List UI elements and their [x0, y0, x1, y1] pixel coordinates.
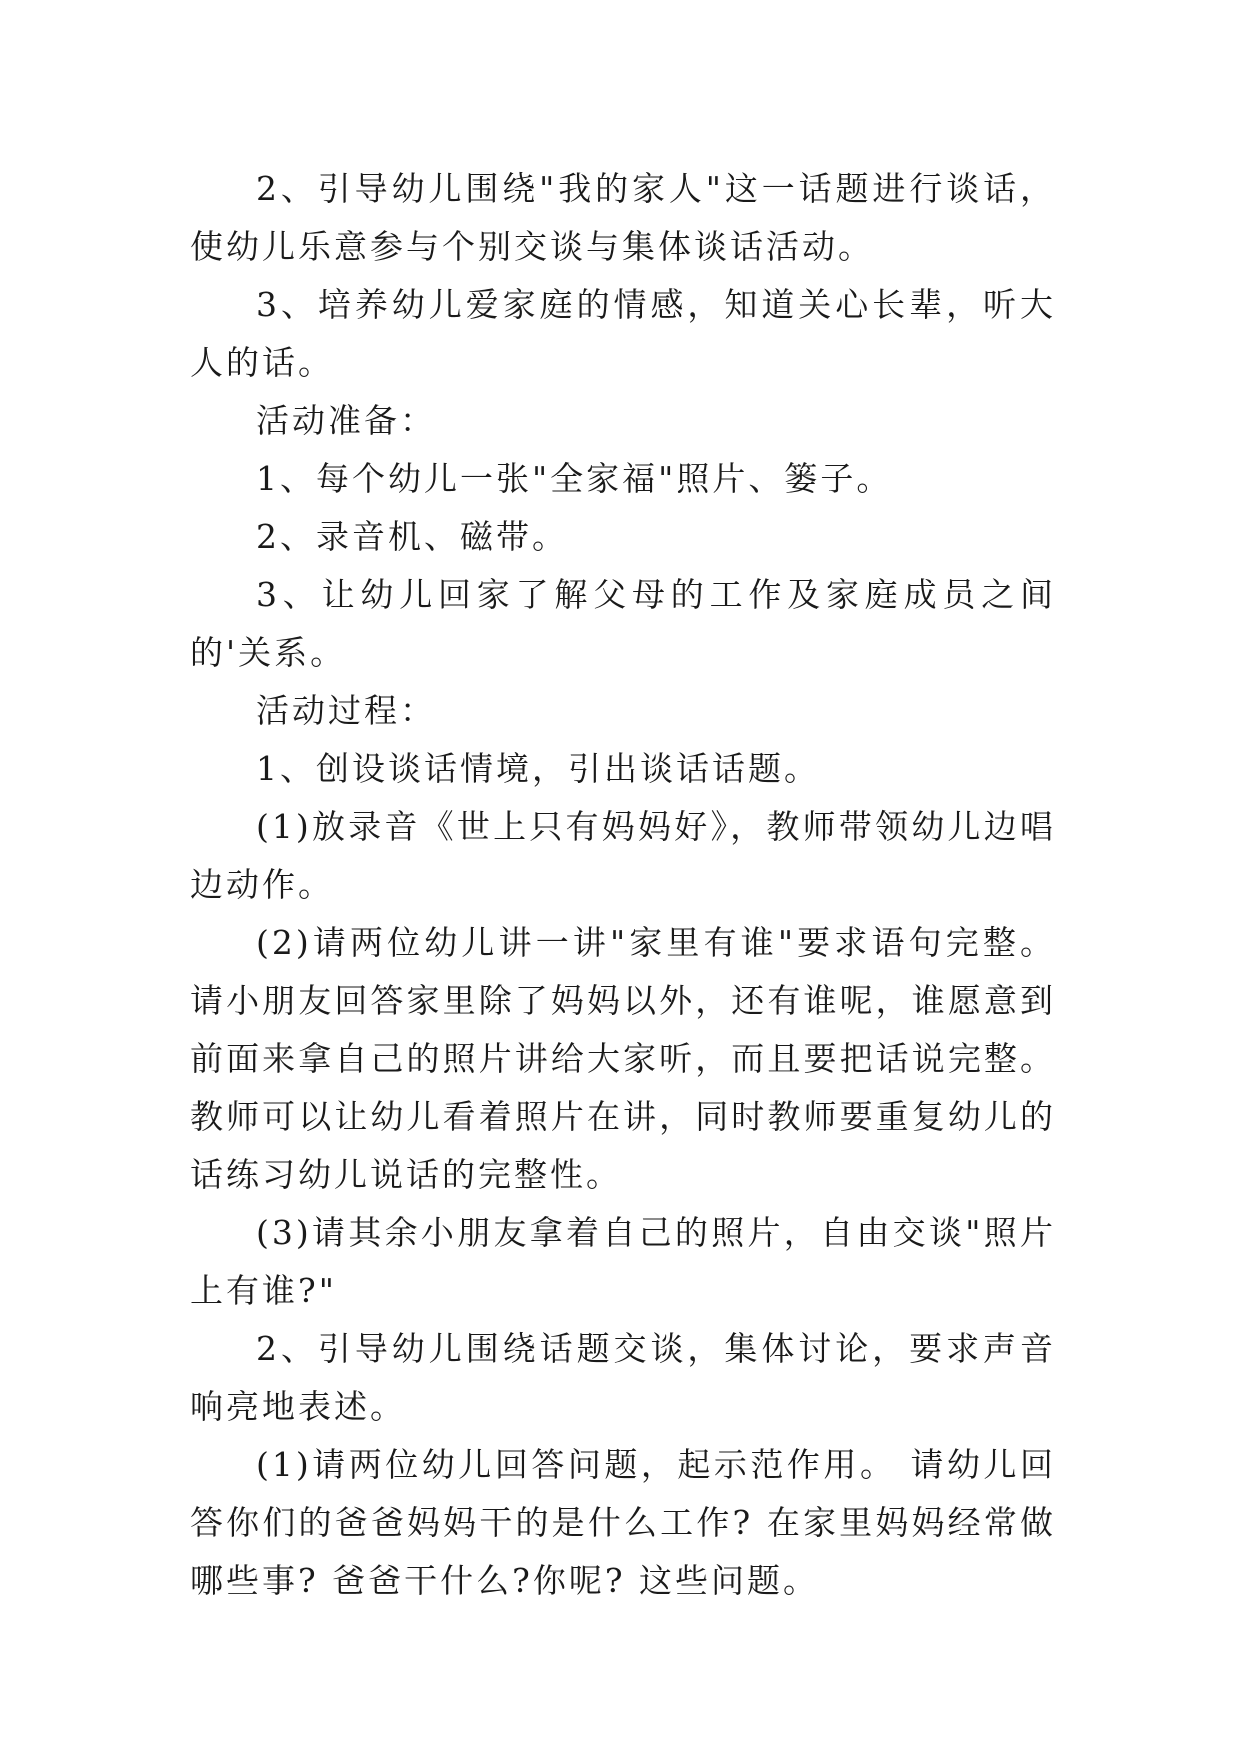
paragraph-step-1: 1、创设谈话情境，引出谈话话题。 [256, 749, 820, 788]
paragraph-step-1-3: (3)请其余小朋友拿着自己的照片，自由交谈"照片上有谁?" [190, 1213, 1056, 1310]
paragraph-prep-1: 1、每个幼儿一张"全家福"照片、篓子。 [256, 459, 893, 498]
document-body [190, 160, 1056, 1610]
heading-preparation: 活动准备： [256, 401, 436, 440]
paragraph-step-1-2: (2)请两位幼儿讲一讲"家里有谁"要求语句完整。 请小朋友回答家里除了妈妈以外，还有谁呢，谁愿意到前面来拿自己的照片讲给大家听，而且要把话说完整。 教师可以让幼儿看着照片在讲，同时教师要重复幼儿的话练习幼儿说话的完整性。 [190, 923, 1056, 1194]
paragraph-prep-2: 2、录音机、磁带。 [256, 517, 568, 556]
paragraph-step-1-1: (1)放录音《世上只有妈妈好》，教师带领幼儿边唱边动作。 [190, 807, 1056, 904]
paragraph-step-2-1: (1)请两位幼儿回答问题，起示范作用。 请幼儿回答你们的爸爸妈妈干的是什么工作? 在家里妈妈经常做哪些事? 爸爸干什么?你呢? 这些问题。 [190, 1445, 1056, 1600]
heading-process: 活动过程： [256, 691, 436, 730]
paragraph-goal-2: 2、引导幼儿围绕"我的家人"这一话题进行谈话，使幼儿乐意参与个别交谈与集体谈话活动。 [190, 169, 1056, 266]
paragraph-goal-3: 3、培养幼儿爱家庭的情感，知道关心长辈，听大人的话。 [190, 285, 1056, 382]
paragraph-prep-3: 3、让幼儿回家了解父母的工作及家庭成员之间的'关系。 [190, 575, 1056, 672]
paragraph-step-2: 2、引导幼儿围绕话题交谈，集体讨论，要求声音响亮地表述。 [190, 1329, 1056, 1426]
